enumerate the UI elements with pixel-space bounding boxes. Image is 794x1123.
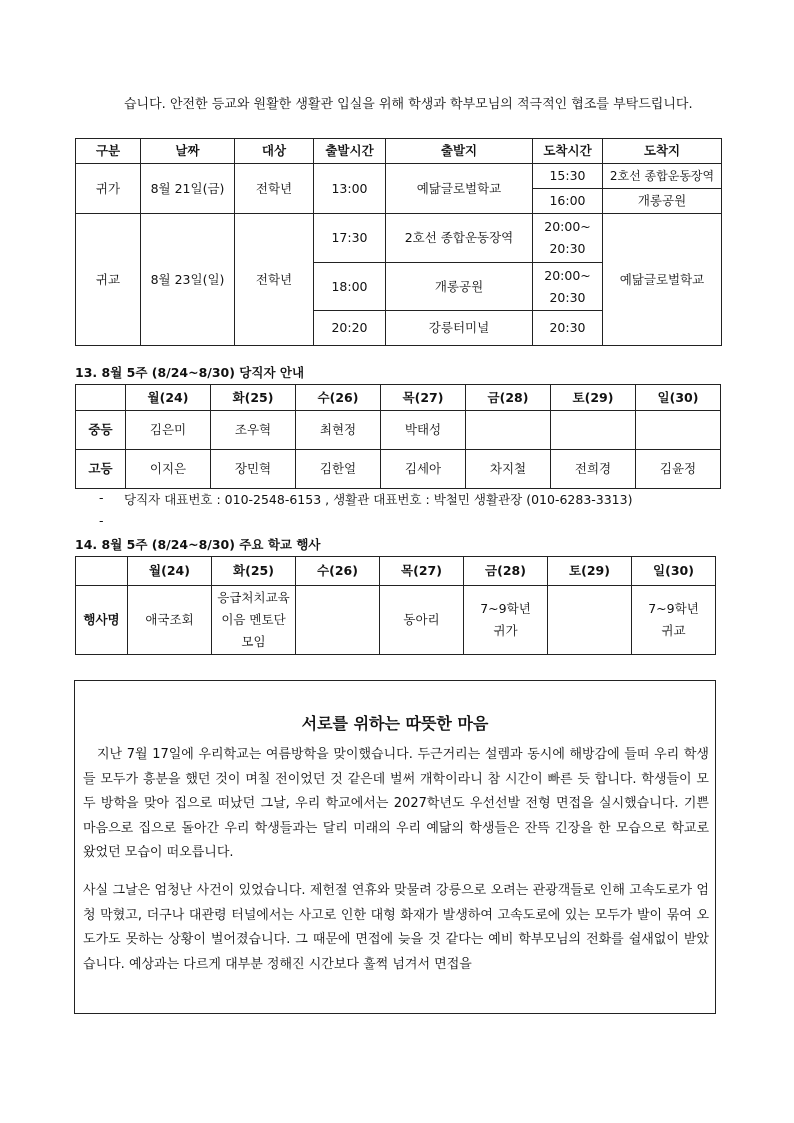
table-row [76, 214, 722, 263]
letter-box [74, 680, 716, 1014]
go-home-arrive-place-1: 2호선 종합운동장역 [603, 164, 722, 189]
events-day-thu: 목(27) [380, 557, 464, 586]
duty-cell [636, 411, 721, 450]
return-arrive-time-2-line2: 20:30 [549, 289, 586, 305]
duty-cell: 김은미 [126, 411, 211, 450]
duty-day-wed: 수(26) [296, 385, 381, 411]
table-row [76, 411, 721, 450]
events-header-row [76, 557, 716, 586]
duty-table [75, 384, 721, 489]
table-row [76, 586, 716, 655]
intro-text: 습니다. 안전한 등교와 원활한 생활관 입실을 위해 학생과 학부모님의 적극적인 협조를 부탁드립니다. [124, 97, 693, 112]
duty-cell: 차지철 [466, 450, 551, 489]
events-day-wed: 수(26) [296, 557, 380, 586]
events-day-tue: 화(25) [212, 557, 296, 586]
duty-cell: 조우혁 [211, 411, 296, 450]
event-cell-thu [380, 586, 464, 655]
header-depart-place: 출발지 [386, 139, 533, 164]
duty-cell: 김한얼 [296, 450, 381, 489]
return-arrive-place: 예닮글로벌학교 [603, 214, 722, 346]
duty-cell: 최현정 [296, 411, 381, 450]
return-depart-place-3: 강릉터미널 [386, 311, 533, 346]
return-type: 귀교 [76, 214, 141, 346]
return-depart-time-1: 17:30 [314, 214, 386, 263]
header-arrive-place: 도착지 [603, 139, 722, 164]
duty-row-label-high: 고등 [76, 450, 126, 489]
transport-header-row [76, 139, 722, 164]
events-day-sun: 일(30) [632, 557, 716, 586]
events-day-mon: 월(24) [128, 557, 212, 586]
duty-note: 당직자 대표번호 : 010-2548-6153 , 생활관 대표번호 : 박철민 생활관장 (010-6283-3313) [124, 492, 633, 507]
return-depart-time-2: 18:00 [314, 263, 386, 311]
go-home-date: 8월 21일(금) [141, 164, 235, 214]
event-line: 애국조회 [145, 612, 194, 627]
duty-cell: 박태성 [381, 411, 466, 450]
duty-cell: 김세아 [381, 450, 466, 489]
event-line: 귀가 [493, 623, 518, 638]
transport-table [75, 138, 722, 346]
go-home-arrive-place-2: 개롱공원 [603, 189, 722, 214]
events-day-fri: 금(28) [464, 557, 548, 586]
events-header-blank [76, 557, 128, 586]
event-line: 7~9학년 [480, 601, 531, 616]
duty-row-label-middle: 중등 [76, 411, 126, 450]
duty-cell [466, 411, 551, 450]
letter-title: 서로를 위하는 따뜻한 마음 [301, 714, 489, 733]
duty-day-fri: 금(28) [466, 385, 551, 411]
letter-paragraph-1: 지난 7월 17일에 우리학교는 여름방학을 맞이했습니다. 두근거리는 설렘과 동시에 해방감에 들떠 우리 학생들 모두가 흥분을 했던 것이 며칠 전이었던 것 같은데 벌써 개학이라니 참 시간이 빠른 듯 합니다. 학생들이 모두 방학을 맞아 집으로 떠났던 그날, 우리 학교에서는 2027학년도 우선선발 전형 면접을 실시했습니다. 기쁜 마음으로 집으로 돌아간 우리 학생들과는 달리 미래의 우리 예닮의 학생들은 잔뜩 긴장을 한 모습으로 학교로 왔었던 모습이 떠오릅니다. [83, 747, 709, 860]
events-row-label: 행사명 [76, 586, 128, 655]
go-home-depart-time: 13:00 [314, 164, 386, 214]
events-day-sat: 토(29) [548, 557, 632, 586]
return-arrive-time-1-line1: 20:00~ [544, 219, 591, 234]
table-row [76, 450, 721, 489]
duty-cell: 장민혁 [211, 450, 296, 489]
return-arrive-time-2 [533, 263, 603, 311]
events-section-title: 14. 8월 5주 (8/24~8/30) 주요 학교 행사 [75, 537, 321, 552]
duty-day-mon: 월(24) [126, 385, 211, 411]
return-depart-place-1: 2호선 종합운동장역 [386, 214, 533, 263]
return-depart-place-2: 개롱공원 [386, 263, 533, 311]
event-cell-sun [632, 586, 716, 655]
go-home-depart-place: 예닮글로벌학교 [386, 164, 533, 214]
return-date: 8월 23일(일) [141, 214, 235, 346]
event-cell-wed [296, 586, 380, 655]
event-line: 이음 멘토단 [221, 612, 286, 627]
duty-cell: 전희경 [551, 450, 636, 489]
header-date: 날짜 [141, 139, 235, 164]
return-target: 전학년 [235, 214, 314, 346]
duty-day-tue: 화(25) [211, 385, 296, 411]
event-cell-fri [464, 586, 548, 655]
return-arrive-time-1 [533, 214, 603, 263]
duty-header-row [76, 385, 721, 411]
header-target: 대상 [235, 139, 314, 164]
duty-cell: 이지은 [126, 450, 211, 489]
header-depart-time: 출발시간 [314, 139, 386, 164]
duty-section-title: 13. 8월 5주 (8/24~8/30) 당직자 안내 [75, 365, 305, 380]
duty-day-thu: 목(27) [381, 385, 466, 411]
event-cell-sat [548, 586, 632, 655]
go-home-arrive-time-1: 15:30 [533, 164, 603, 189]
return-arrive-time-1-line2: 20:30 [549, 241, 586, 256]
events-table [75, 556, 716, 655]
go-home-arrive-time-2: 16:00 [533, 189, 603, 214]
duty-note-bullet: - [99, 490, 104, 505]
duty-day-sat: 토(29) [551, 385, 636, 411]
event-line: 귀교 [661, 623, 686, 638]
letter-paragraph-2: 사실 그날은 엄청난 사건이 있었습니다. 제헌절 연휴와 맞물려 강릉으로 오려는 관광객들로 인해 고속도로가 엄청 막혔고, 더구나 대관령 터널에서는 사고로 인한 대형 화재가 발생하여 고속도로에 있는 모두가 발이 묶여 오도가도 못하는 상황이 벌어졌습니다. 그 때문에 면접에 늦을 것 같다는 예비 학부모님의 전화를 쉴새없이 받았습니다. 예상과는 다르게 대부분 정해진 시간보다 훌쩍 넘겨서 면접을 [83, 883, 709, 972]
go-home-target: 전학년 [235, 164, 314, 214]
header-type: 구분 [76, 139, 141, 164]
empty-bullet: - [99, 513, 104, 528]
return-arrive-time-2-line1: 20:00~ [544, 267, 591, 283]
go-home-type: 귀가 [76, 164, 141, 214]
event-line: 동아리 [403, 612, 440, 627]
duty-cell [551, 411, 636, 450]
table-row [76, 164, 722, 189]
event-line: 모임 [241, 634, 266, 649]
duty-day-sun: 일(30) [636, 385, 721, 411]
header-arrive-time: 도착시간 [533, 139, 603, 164]
event-cell-tue [212, 586, 296, 655]
return-depart-time-3: 20:20 [314, 311, 386, 346]
duty-cell: 김윤정 [636, 450, 721, 489]
event-line: 응급처치교육 [217, 590, 290, 605]
event-line: 7~9학년 [648, 601, 699, 616]
duty-header-blank [76, 385, 126, 411]
return-arrive-time-3: 20:30 [533, 311, 603, 346]
event-cell-mon [128, 586, 212, 655]
